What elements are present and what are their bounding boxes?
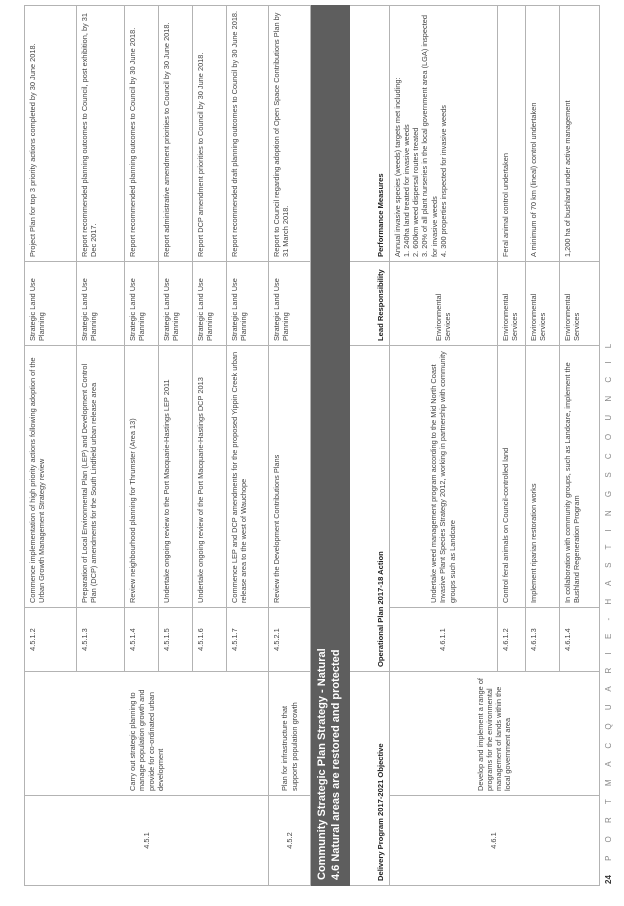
action-number: 4.6.1.3 — [525, 608, 559, 672]
strategy-subtitle: 4.6 Natural areas are restored and protected — [329, 649, 342, 880]
performance-measure: Feral animal control undertaken — [497, 6, 525, 262]
performance-measure: Report administrative amendment priorities to Council by 30 June 2018. — [159, 6, 193, 262]
lead-responsibility: Strategic Land Use Planning — [25, 262, 77, 346]
table-row — [269, 6, 311, 886]
header-lead-responsibility: Lead Responsibility — [349, 262, 389, 346]
action-text: Preparation of Local Environmental Plan (LEP) and Development Control Plan (DCP) amendments for the South Lindfield urban release area — [77, 346, 125, 608]
lead-responsibility: Strategic Land Use Planning — [193, 262, 227, 346]
page-number: 24 — [604, 875, 613, 884]
operational-plan-table — [24, 5, 600, 886]
performance-measure: Report DCP amendment priorities to Council by 30 June 2018. — [193, 6, 227, 262]
action-text: In collaboration with community groups, such as Landcare, implement the Bushland Regeneration Program — [559, 346, 599, 608]
action-text: Undertake weed management program according to the Mid North Coast Invasive Plant Species Strategy 2012, working in partnership with community groups such as Landcare — [389, 346, 497, 608]
objective-text: Plan for infrastructure that supports population growth — [269, 672, 311, 796]
action-number: 4.6.1.2 — [497, 608, 525, 672]
action-number: 4.6.1.4 — [559, 608, 599, 672]
performance-measure: A minimum of 70 km (lineal) control undertaken — [525, 6, 559, 262]
action-text: Review neighbourhood planning for Thrumster (Area 13) — [125, 346, 159, 608]
performance-measure: Report recommended planning outcomes to Council by 30 June 2018. — [125, 6, 159, 262]
objective-text: Carry out strategic planning to manage population growth and provide for co-ordinated urban development — [25, 672, 269, 796]
action-number: 4.5.1.7 — [227, 608, 269, 672]
action-number: 4.5.1.5 — [159, 608, 193, 672]
action-number: 4.5.1.2 — [25, 608, 77, 672]
table-row — [389, 6, 497, 886]
table-row — [25, 6, 77, 886]
performance-measure: Annual invasive species (weeds) targets met including: 1. 240ha land treated for invasive weeds 2. 600km weed dispersal routes treated 3. 20% of all plant nurseries in the local government area (LGA) inspected for invasive weeds 4. 300 properties inspected for invasive weeds — [389, 6, 497, 262]
lead-responsibility: Strategic Land Use Planning — [77, 262, 125, 346]
action-text: Control feral animals on Council-controlled land — [497, 346, 525, 608]
header-delivery-objective: Delivery Program 2017-2021 Objective — [349, 672, 389, 886]
objective-number: 4.5.1 — [25, 796, 269, 886]
objective-text: Develop and implement a range of programs for the environmental management of lands within the local government area — [389, 672, 599, 796]
lead-responsibility: Strategic Land Use Planning — [269, 262, 311, 346]
lead-responsibility: Strategic Land Use Planning — [227, 262, 269, 346]
lead-responsibility: Strategic Land Use Planning — [159, 262, 193, 346]
action-text: Undertake ongoing review of the Port Macquarie-Hastings DCP 2013 — [193, 346, 227, 608]
action-text: Commence implementation of high priority actions following adoption of the Urban Growth Management Strategy review — [25, 346, 77, 608]
lead-responsibility: Strategic Land Use Planning — [125, 262, 159, 346]
lead-responsibility: Environmental Services — [525, 262, 559, 346]
header-operational-action: Operational Plan 2017-18 Action — [349, 346, 389, 672]
lead-responsibility: Environmental Services — [497, 262, 525, 346]
action-text: Implement riparian restoration works — [525, 346, 559, 608]
action-number: 4.5.1.3 — [77, 608, 125, 672]
action-number: 4.5.1.6 — [193, 608, 227, 672]
column-header-row — [349, 6, 389, 886]
performance-measure: Report to Council regarding adoption of Open Space Contributions Plan by 31 March 2018. — [269, 6, 311, 262]
action-text: Undertake ongoing review to the Port Macquarie-Hastings LEP 2011 — [159, 346, 193, 608]
action-text: Commence LEP and DCP amendments for the proposed Yippin Creek urban release area to the west of Wauchope — [227, 346, 269, 608]
lead-responsibility: Environmental Services — [389, 262, 497, 346]
action-number: 4.5.2.1 — [269, 608, 311, 672]
objective-number: 4.5.2 — [269, 796, 311, 886]
header-performance-measures: Performance Measures — [349, 6, 389, 262]
performance-measure: Report recommended draft planning outcomes to Council by 30 June 2018. — [227, 6, 269, 262]
page-footer — [604, 338, 613, 884]
performance-measure: Project Plan for top 3 priority actions completed by 30 June 2018. — [25, 6, 77, 262]
performance-measure: Report recommended planning outcomes to Council, post exhibition, by 31 Dec 2017. — [77, 6, 125, 262]
action-number: 4.6.1.1 — [389, 608, 497, 672]
council-name: P O R T M A C Q U A R I E - H A S T I N G S C O U N C I L — [604, 338, 613, 861]
objective-number: 4.6.1 — [389, 796, 599, 886]
action-text: Review the Development Contributions Plans — [269, 346, 311, 608]
action-number: 4.5.1.4 — [125, 608, 159, 672]
lead-responsibility: Environmental Services — [559, 262, 599, 346]
performance-measure: 1,200 ha of bushland under active management — [559, 6, 599, 262]
strategy-band — [311, 6, 350, 886]
strategy-heading — [311, 6, 350, 886]
strategy-title: Community Strategic Plan Strategy - Natural — [316, 648, 328, 880]
